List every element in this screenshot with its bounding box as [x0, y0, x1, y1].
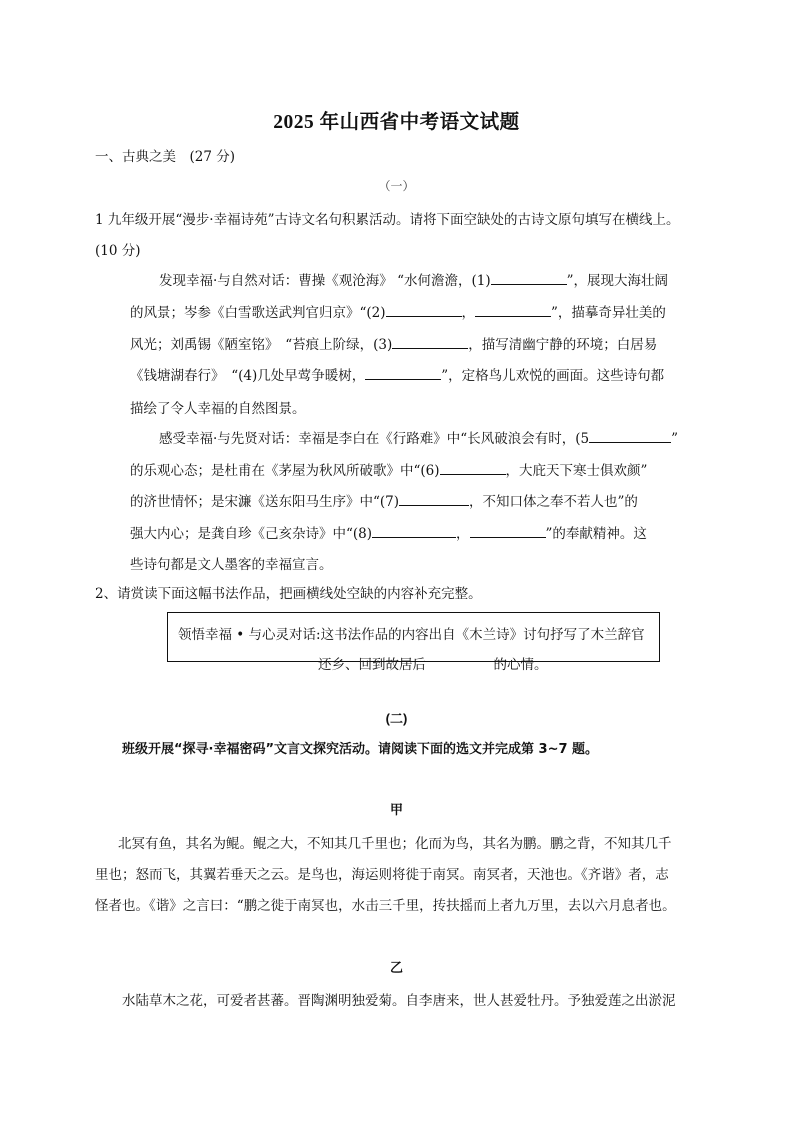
passage-b-label: 乙	[389, 961, 403, 976]
para2-line3: 的济世情怀；是宋濂《送东阳马生序》中“(7) ，不知口体之奉不若人也”的	[130, 490, 638, 510]
fill-blank-5[interactable]	[589, 428, 671, 443]
section-heading-classical: 一、古典之美 (27 分)	[95, 149, 236, 165]
passage-a-label: 甲	[389, 803, 403, 818]
page-title: 2025 年山西省中考语文试题	[273, 112, 520, 133]
para2-line4: 强大内心；是龚自珍《己亥杂诗》中“(8) ， ”的奉献精神。这	[130, 522, 647, 542]
para2-line1: 感受幸福·与先贤对话：幸福是李白在《行路难》中“长风破浪会有时，(5 ”	[159, 427, 678, 447]
calligraphy-text-box	[167, 612, 660, 673]
para2-line2: 的乐观心态；是杜甫在《茅屋为秋风所破歌》中“(6) ，大庇天下寒士俱欢颜”	[130, 459, 647, 479]
passage-b-line1: 水陆草木之花，可爱者甚蕃。晋陶渊明独爱菊。自李唐来，世人甚爱牡丹。予独爱莲之出淤泥	[122, 993, 676, 1009]
fill-blank-2b[interactable]	[475, 302, 551, 317]
para1-line5: 描绘了令人幸福的自然图景。	[130, 401, 306, 417]
calligraphy-box-text: 领悟幸福 • 与心灵对话:这书法作品的内容出自《木兰诗》讨句抒写了木兰辞官	[178, 627, 645, 643]
fill-blank-2a[interactable]	[386, 302, 462, 317]
para1-line1: 发现幸福·与自然对话：曹操《观沧海》 “水何澹澹，(1) ”，展现大海壮阔	[159, 269, 668, 289]
part-two-instruction: 班级开展“探寻·幸福密码”文言文探究活动。请阅读下面的选文并完成第 3~7 题。	[122, 742, 599, 757]
fill-blank-6[interactable]	[440, 460, 506, 475]
para1-line4: 《钱塘湖春行》 “(4)几处早莺争暖树， ”，定格鸟儿欢悦的画面。这些诗句都	[130, 364, 664, 384]
fill-blank-4[interactable]	[365, 365, 441, 380]
passage-a-line3: 怪者也。《谐》之言曰：“鹏之徙于南冥也，水击三千里，抟扶摇而上者九万里，去以六月息者也。	[95, 898, 676, 914]
fill-blank-1[interactable]	[491, 270, 567, 285]
fill-blank-8a[interactable]	[372, 523, 456, 538]
para2-line5: 些诗句都是文人墨客的幸福宣言。	[130, 557, 333, 573]
question-1-text: 1 九年级开展“漫步·幸福诗苑”古诗文名句积累活动。请将下面空缺处的古诗文原句填写在横线上。	[95, 212, 680, 228]
fill-blank-3[interactable]	[392, 334, 468, 349]
passage-a-line2: 里也；怒而飞，其翼若垂天之云。是鸟也，海运则将徙于南冥。南冥者，天池也。《齐谐》者，志	[95, 867, 669, 883]
fill-blank-7[interactable]	[399, 491, 469, 506]
passage-a-line1: 北冥有鱼，其名为鲲。鲲之大，不知其几千里也；化而为鸟，其名为鹏。鹏之背，不知其几千	[118, 836, 672, 852]
part-one-heading: （一）	[378, 179, 415, 193]
calligraphy-box-cut-line: 还乡、回到故居后 的心情。	[318, 657, 548, 673]
question-2-text: 2、请赏读下面这幅书法作品，把画横线处空缺的内容补充完整。	[95, 586, 482, 602]
part-two-heading: (二)	[385, 711, 408, 726]
para1-line3: 风光；刘禹锡《陋室铭》 “苔痕上阶绿，(3) ，描写清幽宁静的环境；白居易	[130, 333, 657, 353]
fill-blank-8b[interactable]	[470, 523, 546, 538]
para1-line2: 的风景；岑参《白雪歌送武判官归京》“(2) ， ”，描摹奇异壮美的	[130, 301, 666, 321]
question-1-score: (10 分)	[95, 243, 141, 259]
